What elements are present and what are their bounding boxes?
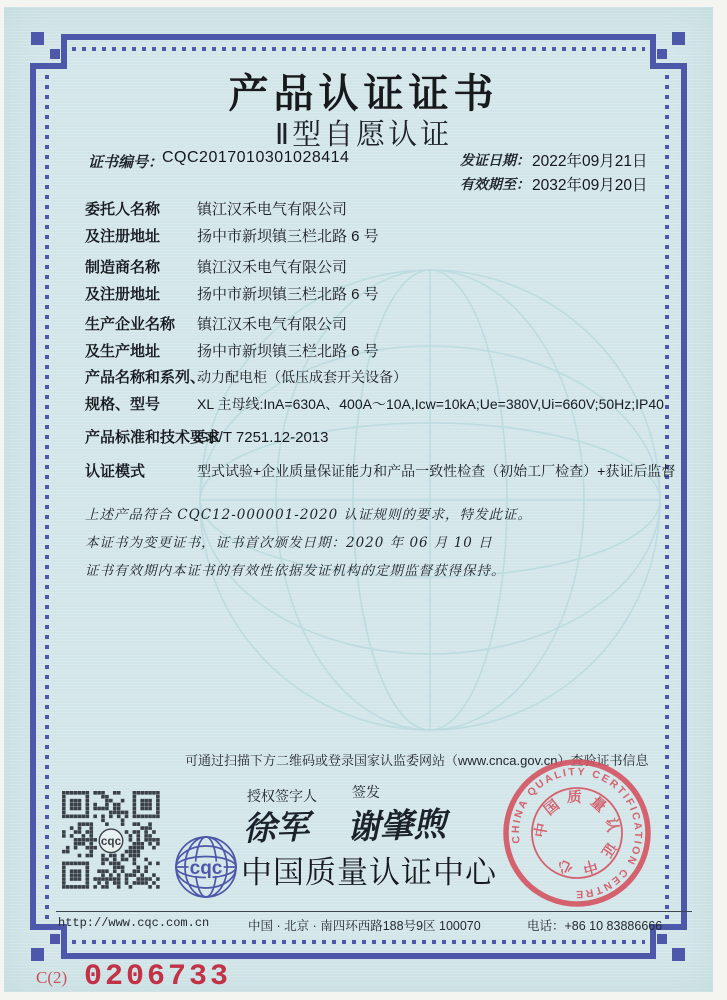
- field-label: 产品标准和技术要求: [85, 429, 221, 446]
- field-label: 及注册地址: [85, 228, 161, 245]
- field-label: 委托人名称: [85, 201, 161, 218]
- info-row-mode: [85, 458, 675, 485]
- qr-code: [62, 791, 160, 889]
- serial-prefix: C(2): [36, 968, 68, 987]
- authorized-signatory-label: 授权签字人: [247, 788, 317, 804]
- field-value: GB/T 7251.12-2013: [197, 429, 329, 446]
- svg-text:cqc: cqc: [100, 835, 122, 849]
- field-value: 镇江汉禾电气有限公司: [197, 316, 348, 333]
- statement-line: 本证书为变更证书，证书首次颁发日期：2020 年 06 月 10 日: [85, 535, 493, 551]
- stamp-latin-text: CHINA QUALITY CERTIFICATION CENTRE: [509, 765, 645, 901]
- red-seal-stamp: [479, 735, 676, 932]
- statement-line: 证书有效期内本证书的有效性依据发证机构的定期监督获得保持。: [85, 563, 506, 579]
- issue-date-label: 发证日期：: [460, 153, 530, 169]
- field-value: XL 主母线:InA=630A、400A～10A,Icw=10kA;Ue=380V,Ui=660V;50Hz;IP40: [197, 396, 664, 412]
- field-label: 生产企业名称: [85, 316, 176, 333]
- qr-center-logo: [99, 829, 123, 853]
- field-value: 动力配电柜（低压成套开关设备）: [197, 369, 407, 385]
- info-row-factory: [85, 311, 379, 365]
- authorized-signature: 徐军: [242, 806, 310, 849]
- footer-address: 中国 · 北京 · 南四环西路188号9区 100070: [248, 919, 481, 933]
- field-label: 产品名称和系列、: [85, 369, 206, 386]
- svg-text:CHINA QUALITY CERTIFICATION: [499, 755, 655, 910]
- field-value: 镇江汉禾电气有限公司: [197, 201, 348, 218]
- field-label: 及注册地址: [85, 286, 161, 303]
- field-label: 及生产地址: [85, 343, 161, 360]
- field-value: 扬中市新坝镇三栏北路 6 号: [197, 286, 379, 303]
- info-row-standard: [85, 424, 328, 451]
- field-value: 扬中市新坝镇三栏北路 6 号: [197, 343, 379, 360]
- svg-text:中国质量认证中心: [525, 779, 630, 885]
- cqc-logo: [172, 833, 240, 901]
- field-value: 型式试验+企业质量保证能力和产品一致性检查（初始工厂检查）+获证后监督: [197, 463, 676, 479]
- info-row-applicant: [85, 196, 379, 250]
- cert-number-label: 证书编号：: [88, 153, 164, 171]
- field-value: 扬中市新坝镇三栏北路 6 号: [197, 228, 379, 245]
- serial-number: 0206733: [84, 960, 232, 994]
- cqc-logo-text: cqc: [189, 858, 223, 879]
- info-row-manufacturer: [85, 254, 379, 308]
- organization-name: 中国质量认证中心: [241, 855, 497, 890]
- expiry-date-value: 2032年09月20日: [532, 177, 648, 194]
- verify-note: 可通过扫描下方二维码或登录国家认监委网站（www.cnca.gov.cn）查验证书信息: [185, 753, 649, 768]
- cert-number-value: CQC2017010301028414: [162, 149, 350, 166]
- field-label: 认证模式: [85, 463, 146, 480]
- issue-date-value: 2022年09月21日: [532, 153, 648, 170]
- issuer-label: 签发: [352, 784, 380, 800]
- footer-rule: [56, 911, 692, 912]
- field-label: 制造商名称: [85, 259, 161, 276]
- stamp-chinese-text: 中国质量认证中心: [532, 789, 622, 878]
- field-label: 规格、型号: [85, 396, 161, 413]
- field-value: 镇江汉禾电气有限公司: [197, 259, 348, 276]
- info-row-product: [85, 364, 664, 418]
- footer-website: http://www.cqc.com.cn: [58, 916, 210, 930]
- footer-phone: 电话：+86 10 83886666: [527, 919, 663, 933]
- page-subtitle: Ⅱ型自愿认证: [274, 119, 453, 151]
- expiry-date-label: 有效期至：: [460, 177, 530, 193]
- issuer-signature: 谢肇煦: [346, 804, 447, 847]
- statement-line: 上述产品符合 CQC12-000001-2020 认证规则的要求，特发此证。: [85, 507, 533, 523]
- page-title: 产品认证证书: [228, 72, 499, 116]
